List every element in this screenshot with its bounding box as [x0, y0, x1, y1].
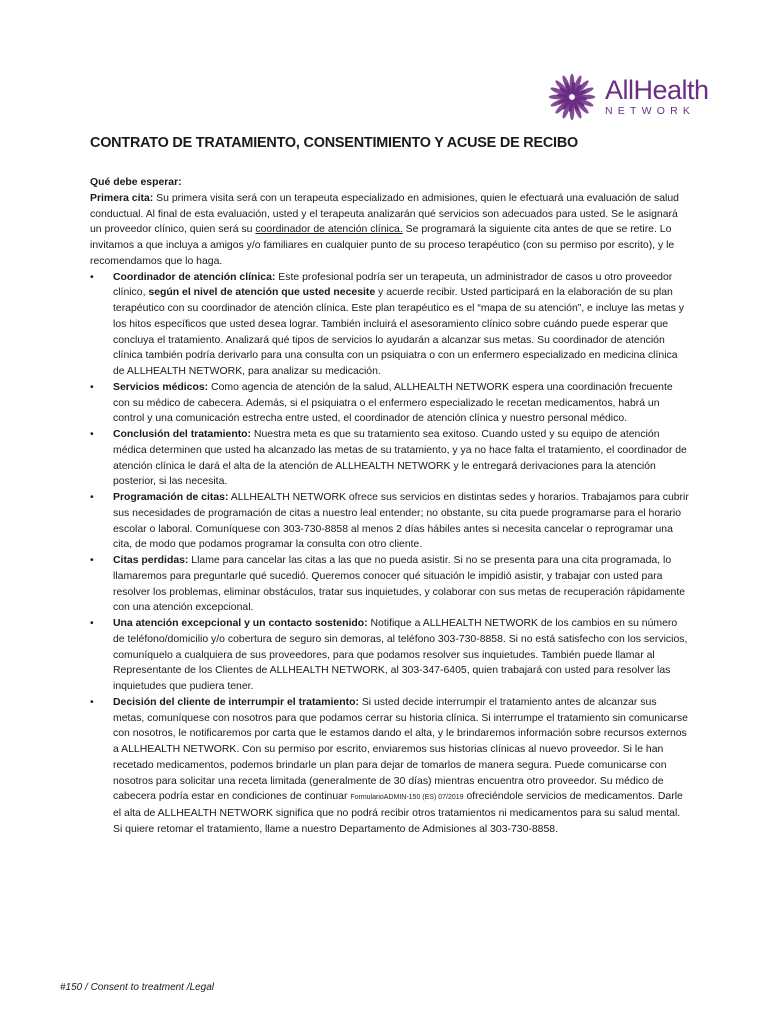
list-item [90, 490, 690, 553]
item-text: Como agencia de atención de la salud, ALLHEALTH NETWORK espera una coordinación frecuente con su médico de cabecera. Además, si el psiquiatra o el enfermero especializado le recetan medicamentos, habrá un control y una comunicación estrecha entre usted, el coordinador de atención clínica y nuestro personal médico. [113, 381, 673, 425]
list-item [90, 553, 690, 616]
bullet: • [90, 271, 94, 283]
allhealth-logo [543, 68, 709, 126]
item-text: Si usted decide interrumpir el tratamiento antes de alcanzar sus metas, comuníquese con nosotros para que podamos cerrar su historia clínica. Si interrumpe el tratamiento sin comunicarse con nosotros, le notificaremos por carta que le estamos dando el alta, y le brindaremos información sobre recursos externos a ALLHEALTH NETWORK. Con su permiso por escrito, enviaremos sus historias clínicas al nuevo proveedor. Si le han recetado medicamentos, podemos brindarle un plan para dejar de tomarlos de manera segura. Puede comunicarse con nosotros para solicitar una receta limitada (generalmente de 30 días) mientras encuentra otro proveedor. Su médico de cabecera podría estar en condiciones de continuar [113, 696, 688, 803]
expectations-list [90, 270, 690, 838]
item-text: Este profesional podría ser un terapeuta, un administrador de casos u otro proveedor clínico, [113, 271, 673, 299]
item-label: Programación de citas: [113, 492, 229, 503]
list-item [90, 427, 690, 490]
first-visit-text-end: Se programará la siguiente cita antes de que se retire. Lo invitamos a que incluya a amigos y/o familiares en cualquier punto de su proceso terapéutico (con su permiso por escrito), y le recomendamos que lo haga. [90, 224, 675, 267]
document-title: CONTRATO DE TRATAMIENTO, CONSENTIMIENTO Y ACUSE DE RECIBO [90, 135, 579, 151]
bullet: • [90, 492, 94, 503]
item-text: de medicamentos. Darle el alta de ALLHEALTH NETWORK significa que no podrá recibir otros tratamientos ni medicamentos para su salud mental. Si quiere retomar el tratamiento, llame a nuestro Departamento de Admisiones al 303-730-8858. [113, 791, 683, 835]
item-text: ALLHEALTH NETWORK ofrece sus servicios en distintas sedes y horarios. Trabajamos para cubrir sus necesidades de programación de citas a nuestro leal entender; no obstante, su cita puede programarse para el horario escolar o laboral. Comuníquese con 303-730-8858 al menos 2 días hábiles antes si necesita cancelar o reprogramar una cita, de modo que podamos programar la consulta con otro cliente. [113, 492, 689, 551]
list-item [90, 695, 690, 838]
item-text: Notifique a ALLHEALTH NETWORK de los cambios en su número de teléfono/domicilio y/o cobertura de seguro sin demoras, al teléfono 303-730-8858. Si no está satisfecho con los servicios, comuníquelo a cualquiera de sus proveedores, para que podamos resolver sus inquietudes. También puede llamar al Representante de los Clientes de ALLHEALTH NETWORK, al 303-347-6405, quien trabajará con usted para resolver las inquietudes que pudiera tener. [113, 618, 688, 692]
overlapping-form-label [350, 791, 566, 802]
logo-subtitle: NETWORK [605, 105, 696, 118]
flower-logo-icon [543, 68, 601, 126]
item-label: Decisión del cliente de interrumpir el tratamiento: [113, 696, 359, 708]
first-visit-text: Su primera visita será con un terapeuta especializado en admisiones, quien le efectuará una evaluación de salud conductual. Al final de esta evaluación, usted y el terapeuta analizarán qué servicios son adecuados para usted. Se le asignará un proveedor clínico, quien será su [90, 192, 679, 236]
first-visit-paragraph [90, 191, 690, 270]
bullet: • [90, 696, 94, 708]
list-item [90, 380, 690, 427]
item-text: ofreciéndole servicios [463, 791, 567, 803]
list-item [90, 616, 690, 695]
bullet: • [90, 381, 94, 393]
item-emphasis: según el nivel de atención que usted necesite [148, 287, 376, 299]
section-heading: Qué debe esperar: [90, 177, 182, 188]
care-coordinator-term: coordinador de atención clínica. [255, 224, 403, 236]
logo-name: AllHealth [605, 75, 709, 106]
document-body [90, 175, 690, 838]
first-visit-label: Primera cita: [90, 192, 154, 204]
footer-reference: #150 / Consent to treatment /Legal [60, 982, 214, 993]
item-label: Servicios médicos: [113, 381, 209, 393]
item-label: Citas perdidas: [113, 555, 189, 566]
form-id-text: FormularioADMIN-150 (ES) 07/2019 [350, 794, 464, 802]
bullet: • [90, 618, 94, 629]
item-text: Nuestra meta es que su tratamiento sea exitoso. Cuando usted y su equipo de atención médica determinen que usted ha alcanzado las metas de su tratamiento, y ya no hace falta el tratamiento, el coordinador de atención clínica le dará el alta de la atención de ALLHEALTH NETWORK y le entregará derivaciones para la atención posterior, si las necesita. [113, 429, 687, 488]
item-text: y acuerde recibir. Usted participará en la elaboración de su plan terapéutico con su coordinador de atención clínica. Este plan terapéutico es el “mapa de su atención”, e incluye las metas y los hitos específicos que usted desea lograr. También incluirá el asesoramiento clínico sobre cuándo puede esperar que concluya el tratamiento. Analizará qué tipos de servicios lo ayudarán a alcanzar sus metas. Su coordinador de atención clínica también podría derivarlo para una consulta con un psiquiatra o con un enfermero especializado en medicina clínica de ALLHEALTH NETWORK, para analizar su medicación. [113, 287, 684, 377]
bullet: • [90, 555, 94, 566]
list-item [90, 270, 690, 380]
item-label: Coordinador de atención clínica: [113, 271, 276, 283]
bullet: • [90, 429, 94, 440]
item-label: Una atención excepcional y un contacto sostenido: [113, 618, 368, 629]
item-text: Llame para cancelar las citas a las que no pueda asistir. Si no se presenta para una cita programada, lo llamaremos para preguntarle qué sucedió. Queremos conocer qué situación le impidió asistir, y trabajar con usted para resolver los problemas, eliminar obstáculos, tratar sus inquietudes, y colaborar con sus metas de recuperación rápidamente con una atención excepcional. [113, 555, 686, 614]
item-label: Conclusión del tratamiento: [113, 429, 252, 440]
